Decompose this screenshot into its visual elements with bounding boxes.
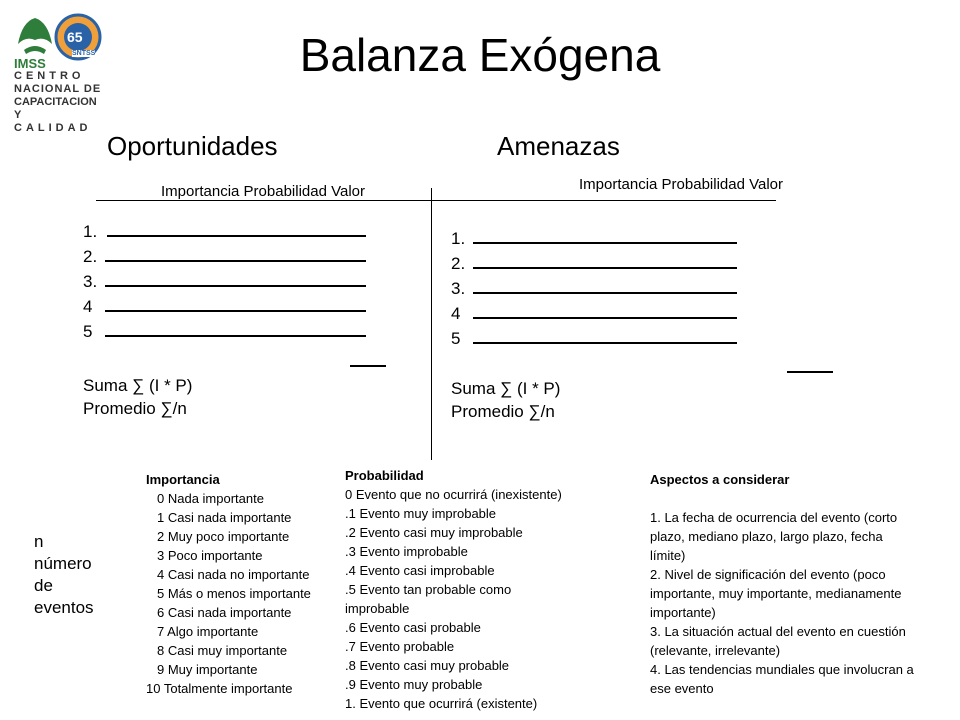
legend-item: 8 Casi muy importante: [157, 643, 288, 658]
oportunidades-list: [83, 219, 366, 344]
aspecto-item: 1. La fecha de ocurrencia del evento (corto plazo, mediano plazo, largo plazo, fecha límite): [650, 510, 898, 563]
legend-item: .2 Evento casi muy improbable: [345, 525, 523, 540]
list-item: [451, 326, 737, 351]
n-note: [34, 531, 94, 619]
list-item: [83, 244, 366, 269]
blank-line: [473, 229, 737, 244]
blank-line: [107, 222, 366, 237]
aspecto-item: 2. Nivel de significación del evento (poco importante, muy importante, medianamente importante): [650, 567, 902, 620]
legend-item: .8 Evento casi muy probable: [345, 658, 510, 673]
vertical-divider: [431, 188, 432, 460]
oportunidades-heading: Oportunidades: [107, 131, 278, 161]
blank-line: [473, 304, 737, 319]
list-item: [451, 226, 737, 251]
blank-line: [105, 272, 366, 287]
list-item: [451, 301, 737, 326]
n-note-line: número: [34, 554, 92, 573]
list-item: [83, 219, 366, 244]
oportunidades-total-line: [350, 365, 386, 367]
legend-item: .6 Evento casi probable: [345, 620, 481, 635]
probabilidad-legend: [345, 466, 617, 713]
legend-item: 7 Algo importante: [157, 624, 259, 639]
blank-line: [473, 329, 737, 344]
legend-item: 9 Muy importante: [157, 662, 258, 677]
legend-item: .4 Evento casi improbable: [345, 563, 495, 578]
item-number: 1.: [451, 229, 466, 248]
legend-item: .9 Evento muy probable: [345, 677, 483, 692]
list-item: [83, 319, 366, 344]
blank-line: [105, 322, 366, 337]
amenazas-summary: [451, 377, 560, 423]
aspecto-item: 4. Las tendencias mundiales que involucran a ese evento: [650, 662, 914, 696]
list-item: [83, 269, 366, 294]
amenazas-column-header: Importancia Probabilidad Valor: [579, 176, 784, 193]
legend-item: .7 Evento probable: [345, 639, 455, 654]
aspectos-heading: Aspectos a considerar: [650, 472, 790, 487]
legend-item: .5 Evento tan probable como improbable: [345, 582, 512, 616]
promedio-label: Promedio ∑/n: [451, 402, 555, 421]
list-item: [451, 276, 737, 301]
sntss-badge-number: 65: [67, 29, 83, 45]
item-number: 5: [83, 322, 93, 341]
logo-line: CAPACITACION: [14, 96, 97, 108]
suma-label: Suma ∑ (I * P): [451, 379, 561, 398]
item-number: 2.: [451, 254, 466, 273]
importancia-heading: Importancia: [146, 472, 220, 487]
amenazas-list: [451, 226, 737, 351]
logo-line: NACIONAL DE: [14, 83, 102, 95]
list-item: [451, 251, 737, 276]
oportunidades-column-header: Importancia Probabilidad Valor: [161, 183, 366, 200]
blank-line: [105, 297, 366, 312]
legend-item: 10 Totalmente importante: [146, 681, 293, 696]
suma-label: Suma ∑ (I * P): [83, 376, 193, 395]
logo-line: CENTRO: [14, 70, 85, 82]
legend-item: 1 Casi nada importante: [157, 510, 292, 525]
item-number: 3.: [83, 272, 98, 291]
amenazas-heading: Amenazas: [497, 131, 620, 161]
legend-item: 2 Muy poco importante: [157, 529, 290, 544]
logo-line: Y CALIDAD: [14, 109, 92, 134]
n-note-line: de: [34, 576, 53, 595]
legend-item: 6 Casi nada importante: [157, 605, 292, 620]
legend-item: 0 Evento que no ocurrirá (inexistente): [345, 487, 562, 502]
oportunidades-summary: [83, 374, 192, 420]
item-number: 3.: [451, 279, 466, 298]
item-number: 2.: [83, 247, 98, 266]
n-note-line: n: [34, 532, 44, 551]
legend-item: 1. Evento que ocurrirá (existente): [345, 696, 538, 711]
legend-item: 0 Nada importante: [157, 491, 264, 506]
item-number: 4: [83, 297, 93, 316]
page-title: Balanza Exógena: [299, 29, 661, 81]
blank-line: [473, 279, 737, 294]
aspectos-panel: [650, 470, 915, 698]
amenazas-total-line: [787, 371, 833, 373]
legend-item: .1 Evento muy improbable: [345, 506, 497, 521]
blank-line: [105, 247, 366, 262]
legend-item: 4 Casi nada no importante: [157, 567, 310, 582]
item-number: 1.: [83, 222, 98, 241]
item-number: 5: [451, 329, 461, 348]
horizontal-divider: [96, 200, 776, 201]
sntss-label: SNTSS: [72, 50, 96, 57]
probabilidad-heading: Probabilidad: [345, 468, 424, 483]
blank-line: [473, 254, 737, 269]
legend-item: 5 Más o menos importante: [157, 586, 311, 601]
n-note-line: eventos: [34, 598, 94, 617]
aspecto-item: 3. La situación actual del evento en cuestión (relevante, irrelevante): [650, 624, 906, 658]
list-item: [83, 294, 366, 319]
promedio-label: Promedio ∑/n: [83, 399, 187, 418]
item-number: 4: [451, 304, 461, 323]
legend-item: 3 Poco importante: [157, 548, 263, 563]
legend-item: .3 Evento improbable: [345, 544, 468, 559]
importancia-legend: [146, 470, 346, 698]
imss-label: IMSS: [14, 56, 46, 71]
